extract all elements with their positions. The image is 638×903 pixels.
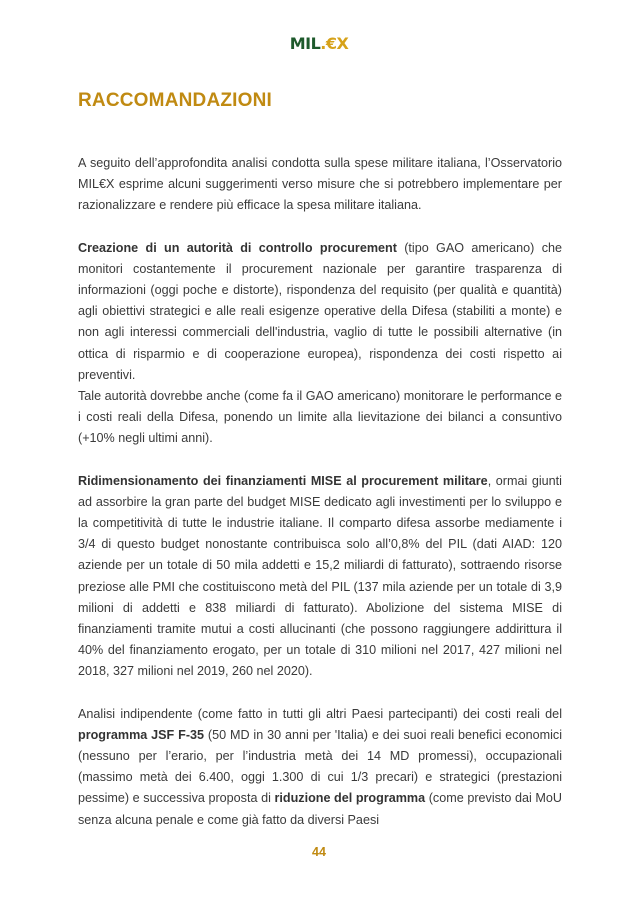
recommendation-mise-funding: Ridimensionamento dei finanziamenti MISE al procurement militare, ormai giunti ad assorbire la gran parte del budget MISE dedicato agli investimenti per lo sviluppo e la competitività di tutte le industrie italiane. Il comparto difesa assorbe mediamente i 3/4 di questo budget nonostante contribuisca solo all’0,8% del PIL (dati AIAD: 120 aziende per un totale di 50 mila addetti e 15,2 miliardi di fatturato), sottraendo risorse preziose alle PMI che costituiscono metà del PIL (137 mila aziende per un totale di 3,9 milioni di addetti e 838 miliardi di fatturato). Abolizione del sistema MISE di finanziamenti tramite mutui a costi allucinanti (che possono raggiungere addirittura il 40% del finanziamento erogato, per un totale di 310 milioni nel 2017, 427 milioni nel 2018, 327 milioni nel 2019, 260 nel 2020).	[78, 473, 562, 679]
recommendation-procurement-authority-continued: Tale autorità dovrebbe anche (come fa il GAO americano) monitorare le performance e i costi reali della Difesa, ponendo un limite alla lievitazione dei bilanci a consuntivo (+10% negli ultimi anni).	[78, 389, 562, 446]
page-number: 44	[312, 845, 326, 859]
recommendation-f35: Analisi indipendente (come fatto in tutti gli altri Paesi partecipanti) dei costi reali del programma JSF F-35 (50 MD in 30 anni per 'Italia) e dei suoi reali benefici economici (nessuno per l’erario, per l’industria metà dei 14 MD promessi), occupazionali (massimo metà dei 6.400, oggi 1.300 di cui 1/3 precari) e strategici (prestazioni pessime) e successiva proposta di riduzione del programma (come previsto dai MoU senza alcuna penale e come già fatto da diversi Paesi	[78, 706, 563, 827]
page-title: RACCOMANDAZIONI	[78, 90, 273, 111]
intro-paragraph: A seguito dell’approfondita analisi condotta sulla spese militare italiana, l’Osservatorio MIL€X esprime alcuni suggerimenti verso misure che si potrebbero implementare per razionalizzare e rendere più efficace la spesa militare italiana.	[78, 156, 562, 213]
document-body	[78, 153, 562, 852]
milex-logo: MIL.€X	[289, 34, 349, 53]
recommendation-procurement-authority: Creazione di un autorità di controllo procurement (tipo GAO americano) che monitori costantemente il procurement nazionale per garantire trasparenza di informazioni (oggi poche e distorte), rispondenza del requisito (per qualità e quantità) agli obiettivi strategici e alle reali esigenze operative della Difesa (stabiliti a monte) e non agli interessi commerciali dell'industria, vaglio di tutte le possibili alternative (in ottica di risparmio e di cooperazione europea), rispondenza dei costi rispetto ai preventivi.	[78, 240, 562, 382]
